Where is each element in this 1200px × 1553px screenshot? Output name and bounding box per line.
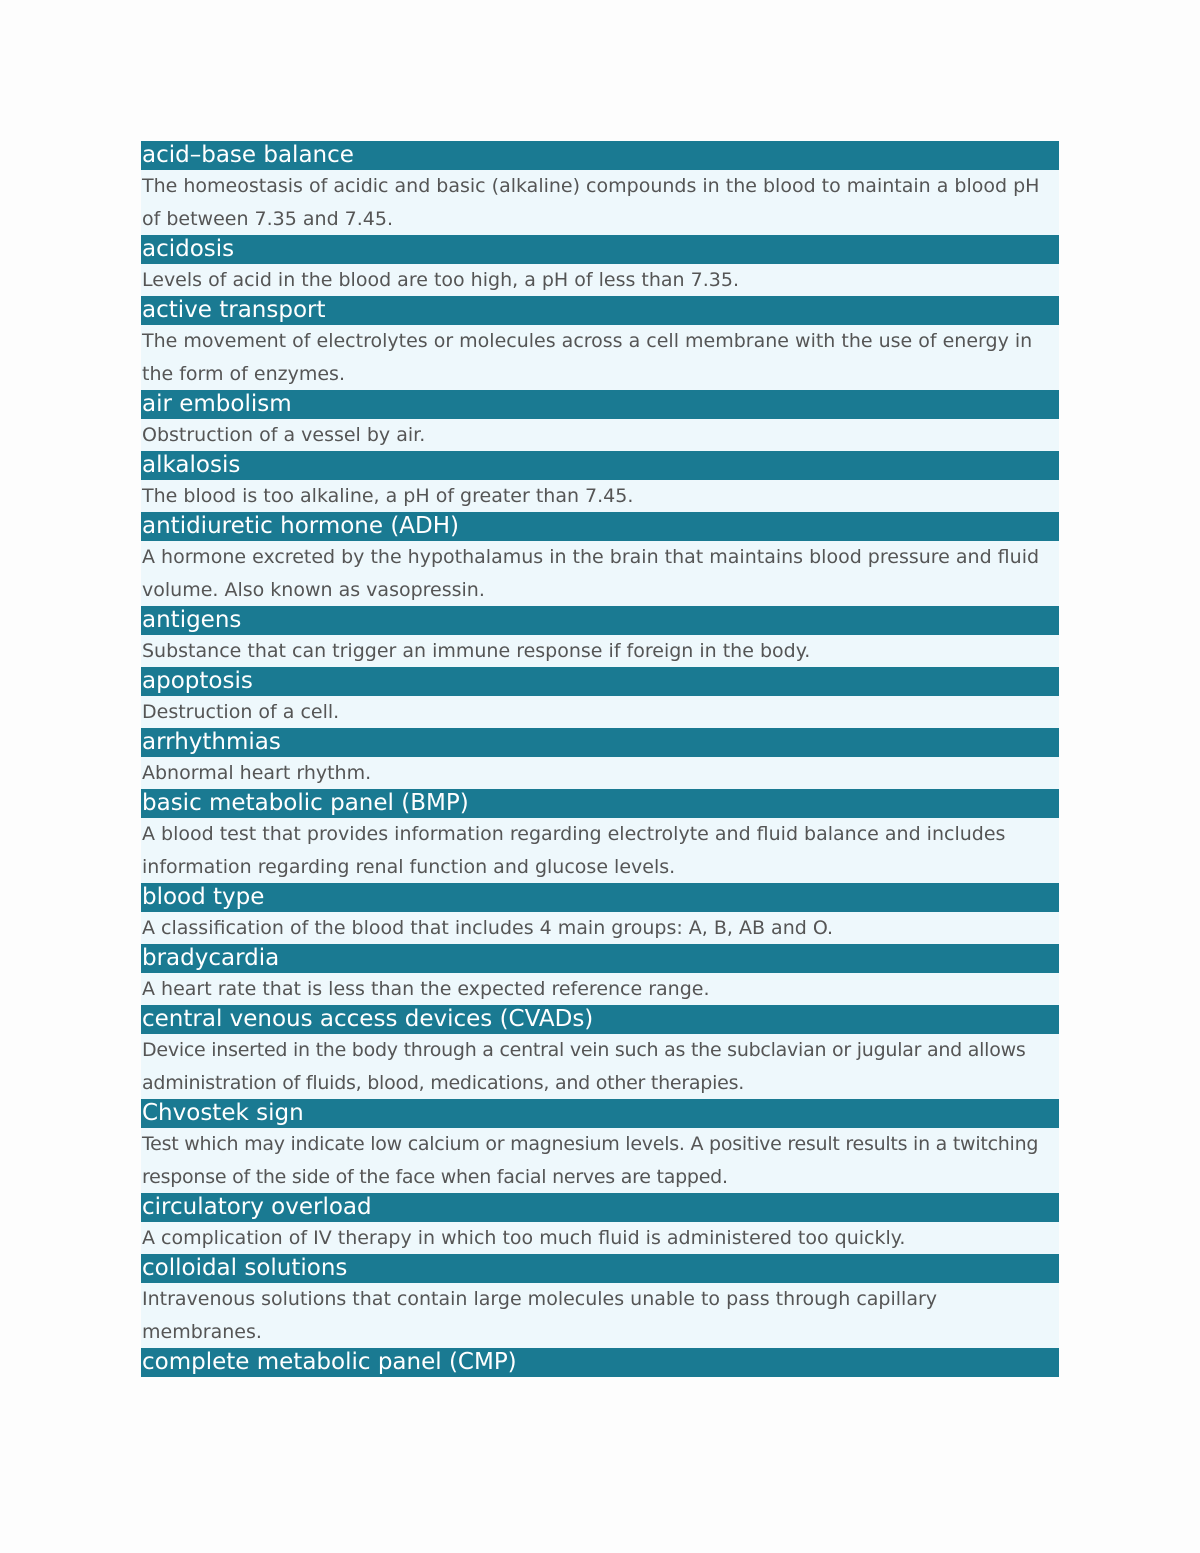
glossary-term: bradycardia	[141, 944, 1059, 973]
glossary-definition: The blood is too alkaline, a pH of greater than 7.45.	[141, 480, 1059, 512]
glossary-term: circulatory overload	[141, 1193, 1059, 1222]
glossary-term: active transport	[141, 296, 1059, 325]
glossary-term: Chvostek sign	[141, 1099, 1059, 1128]
glossary-term: antigens	[141, 606, 1059, 635]
glossary-definition: Intravenous solutions that contain large molecules unable to pass through capillary membranes.	[141, 1283, 1059, 1348]
glossary-definition: Abnormal heart rhythm.	[141, 757, 1059, 789]
glossary-definition: The homeostasis of acidic and basic (alkaline) compounds in the blood to maintain a blood pH of between 7.35 and 7.45.	[141, 170, 1059, 235]
glossary-term: acid–base balance	[141, 141, 1059, 170]
glossary-definition: Levels of acid in the blood are too high, a pH of less than 7.35.	[141, 264, 1059, 296]
glossary-definition: A heart rate that is less than the expected reference range.	[141, 973, 1059, 1005]
glossary-term: acidosis	[141, 235, 1059, 264]
glossary-definition: A classification of the blood that includes 4 main groups: A, B, AB and O.	[141, 912, 1059, 944]
glossary-definition: Device inserted in the body through a central vein such as the subclavian or jugular and allows administration of fluids, blood, medications, and other therapies.	[141, 1034, 1059, 1099]
glossary-term: colloidal solutions	[141, 1254, 1059, 1283]
glossary-definition: The movement of electrolytes or molecules across a cell membrane with the use of energy in the form of enzymes.	[141, 325, 1059, 390]
glossary-definition: A complication of IV therapy in which too much fluid is administered too quickly.	[141, 1222, 1059, 1254]
glossary-term: complete metabolic panel (CMP)	[141, 1348, 1059, 1377]
glossary-definition: Destruction of a cell.	[141, 696, 1059, 728]
glossary-definition: Substance that can trigger an immune response if foreign in the body.	[141, 635, 1059, 667]
glossary-definition: Obstruction of a vessel by air.	[141, 419, 1059, 451]
glossary-term: blood type	[141, 883, 1059, 912]
glossary-definition: Test which may indicate low calcium or magnesium levels. A positive result results in a twitching response of the side of the face when facial nerves are tapped.	[141, 1128, 1059, 1193]
glossary-definition: A hormone excreted by the hypothalamus in the brain that maintains blood pressure and fluid volume. Also known as vasopressin.	[141, 541, 1059, 606]
glossary-term: alkalosis	[141, 451, 1059, 480]
glossary-definition: A blood test that provides information regarding electrolyte and fluid balance and includes information regarding renal function and glucose levels.	[141, 818, 1059, 883]
glossary	[141, 141, 1059, 1377]
glossary-term: antidiuretic hormone (ADH)	[141, 512, 1059, 541]
glossary-term: basic metabolic panel (BMP)	[141, 789, 1059, 818]
glossary-term: central venous access devices (CVADs)	[141, 1005, 1059, 1034]
glossary-term: air embolism	[141, 390, 1059, 419]
glossary-term: apoptosis	[141, 667, 1059, 696]
glossary-term: arrhythmias	[141, 728, 1059, 757]
